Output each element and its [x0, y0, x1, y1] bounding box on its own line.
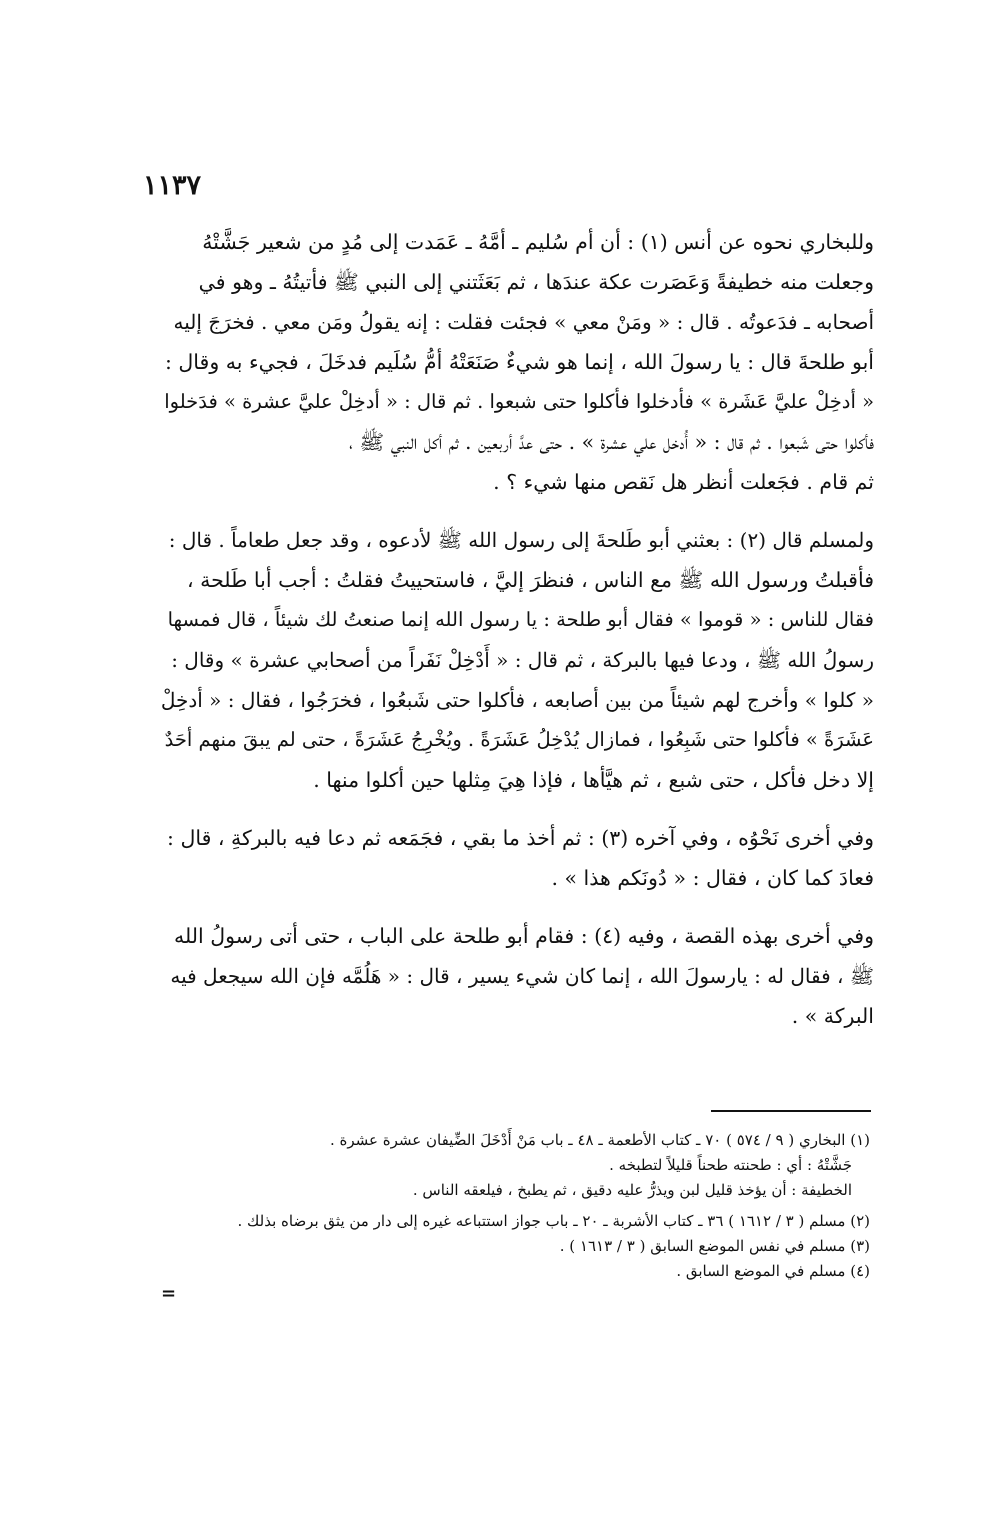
paragraph-4 [160, 916, 874, 1036]
main-text [160, 222, 874, 1054]
text-line: وللبخاري نحوه عن أنس (١) : أن أم سُليم ـ أمَّهُ ـ عَمَدت إلى مُدٍ من شعير جَشَّتْهُ [202, 230, 874, 254]
text-line: ولمسلم قال (٢) : بعثني أبو طَلحةَ إلى رسول الله ﷺ لأدعوه ، وقد جعل طعاماً . قال : [168, 528, 874, 552]
footnote-3: (٣) مسلم في نفس الموضع السابق ( ٣ / ١٦١٣ ) . [559, 1237, 870, 1255]
text-line: فعادَ كما كان ، فقال : « دُونَكم هذا » . [551, 866, 874, 890]
text-line: عَشَرَةً » فأكلوا حتى شَبِعُوا ، فمازال يُدْخِلُ عَشَرَةً . ويُخْرِجُ عَشَرَةً ، حتى لم يبقَ منهم أحَدٌ [164, 728, 874, 751]
text-line: البركة » . [791, 1004, 874, 1028]
footnote-1-gloss-1: جَشَّتْهُ : أي : طحنته طحناً قليلاً لتطبخه . [609, 1156, 852, 1174]
text-line: ثم قام . فجَعلت أنظر هل نَقص منها شيء ؟ . [493, 470, 874, 494]
text-line: رسولُ الله ﷺ ، ودعا فيها بالبركة ، ثم قال : « أَدْخِلْ نَفَراً من أصحابي عشرة » وقال : [171, 648, 874, 672]
text-line: أصحابه ـ فدَعوتُه . قال : « ومَنْ معي » فجئت فقلت : إنه يقولُ ومَن معي . فخرَجَ إليه [173, 310, 874, 334]
text-line: فقال للناس : « قوموا » فقال أبو طلحة : يا رسول الله إنما صنعتُ لك شيئاً ، قال فمسها [167, 608, 874, 631]
page-number: ١١٣٧ [143, 170, 202, 201]
text-line: ﷺ ، فقال له : يارسولَ الله ، إنما كان شيء يسير ، قال : « هَلُمَّه فإن الله سيجعل فيه [170, 964, 874, 988]
text-line: فأكلوا حتى شَبعوا . ثم قال : « أُدخل علي عشرة » . حتى عدَّ أربعين . ثم أكل النبي ﷺ ، [348, 430, 874, 454]
paragraph-3 [160, 818, 874, 898]
footnote-divider [711, 1110, 871, 1112]
paragraph-2 [160, 520, 874, 800]
text-line: وفي أخرى بهذه القصة ، وفيه (٤) : فقام أبو طلحة على الباب ، حتى أتى رسولُ الله [174, 924, 874, 948]
margin-mark: = [161, 1283, 177, 1304]
footnote-2: (٢) مسلم ( ٣ / ١٦١٢ ) ٣٦ ـ كتاب الأشربة ـ ٢٠ ـ باب جواز استتباعه غيره إلى دار من يثق برضاه بذلك . [237, 1212, 870, 1230]
text-line: إلا دخل فأكل ، حتى شبع ، ثم هيَّأها ، فإذا هِيَ مِثلها حين أكلوا منها . [313, 768, 874, 792]
footnote-4: (٤) مسلم في الموضع السابق . [676, 1262, 870, 1280]
text-line: فأقبلتُ ورسول الله ﷺ مع الناس ، فنظرَ إليَّ ، فاستحييتُ فقلتُ : أجب أبا طَلحة ، [186, 568, 874, 592]
text-line: أبو طلحةَ قال : يا رسولَ الله ، إنما هو شيءٌ صَنَعَتْهُ أمُّ سُلَيم فدخَلَ ، فجيء به وقال : [164, 350, 874, 374]
text-line: « أدخِلْ عليَّ عَشَرة » فأدخلوا فأكلوا حتى شبعوا . ثم قال : « أدخِلْ عليَّ عشرة » فدَخلوا [164, 390, 874, 413]
paragraph-1 [160, 222, 874, 502]
text-line: وفي أخرى نَحْوُه ، وفي آخره (٣) : ثم أخذ ما بقي ، فجَمَعه ثم دعا فيه بالبركةِ ، قال : [167, 826, 874, 850]
footnotes [150, 1128, 870, 1284]
footnote-1-gloss-2: الخطيفة : أن يؤخذ قليل لبن ويذرُّ عليه دقيق ، ثم يطبخ ، فيلعقه الناس . [412, 1181, 852, 1199]
text-line: وجعلت منه خطيفةً وَعَصَرت عكة عندَها ، ثم بَعَثَتني إلى النبي ﷺ فأتيتُهُ ـ وهو في [198, 270, 874, 294]
text-line: « كلوا » وأخرج لهم شيئاً من بين أصابعه ، فأكلوا حتى شَبعُوا ، فخرَجُوا ، فقال : « أدخِلْ [160, 688, 874, 712]
footnote-1: (١) البخاري ( ٩ / ٥٧٤ ) ٧٠ ـ كتاب الأطعمة ـ ٤٨ ـ باب مَنْ أَدْخَلَ الضِّيفان عشرة عشرة . [329, 1131, 870, 1149]
